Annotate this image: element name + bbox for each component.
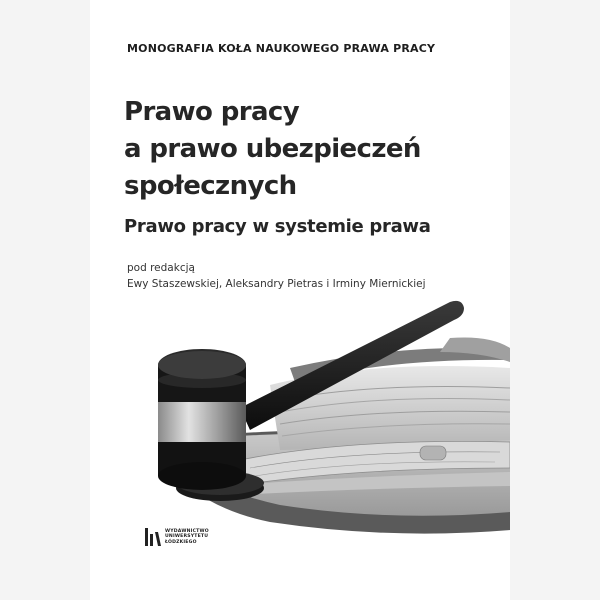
publisher-logo-icon [145, 528, 161, 546]
book-title [124, 94, 421, 205]
series-title: MONOGRAFIA KOŁA NAUKOWEGO PRAWA PRACY [127, 42, 436, 55]
book-subtitle: Prawo pracy w systemie prawa [124, 216, 431, 237]
editors-label: pod redakcją [127, 262, 195, 274]
publisher-name [165, 529, 209, 545]
publisher-line-1: WYDAWNICTWO [165, 528, 209, 534]
title-line-2: a prawo ubezpieczeń [124, 134, 421, 164]
publisher-logo-block [145, 528, 209, 546]
book-cover [90, 0, 510, 600]
title-line-3: społecznych [124, 171, 297, 201]
title-line-1: Prawo pracy [124, 97, 300, 127]
cover-illustration [90, 290, 510, 540]
publisher-line-3: ŁÓDZKIEGO [165, 539, 197, 545]
publisher-line-2: UNIWERSYTETU [165, 534, 209, 540]
editors-names: Ewy Staszewskiej, Aleksandry Pietras i Irminy Miernickiej [127, 278, 426, 290]
